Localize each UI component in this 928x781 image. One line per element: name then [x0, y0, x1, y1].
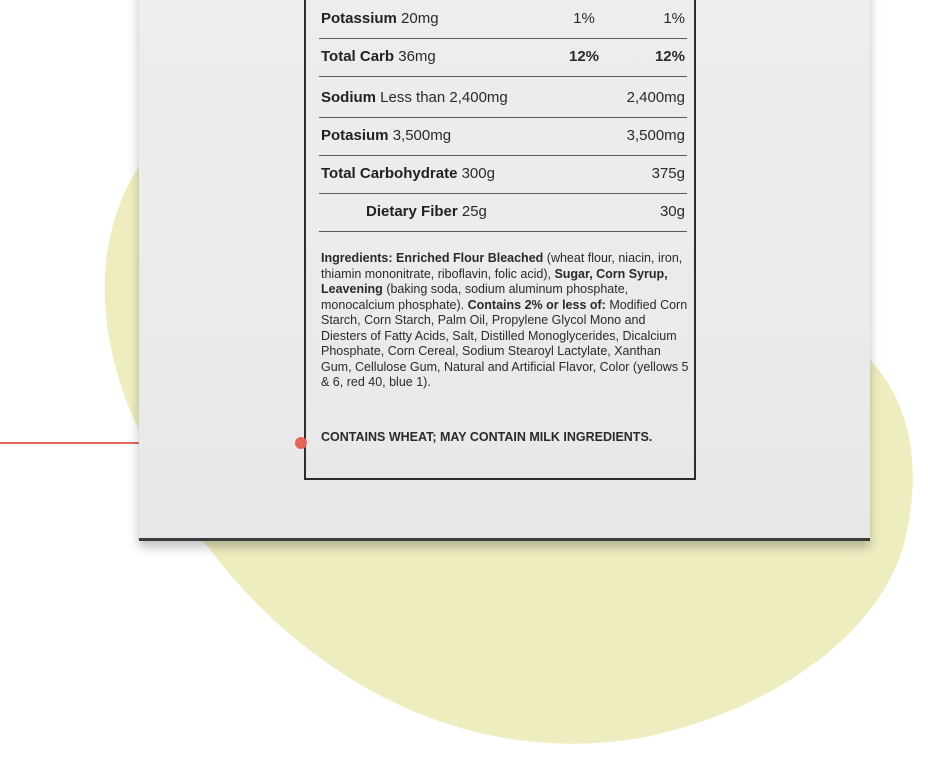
daily-value-2500: 375g: [651, 165, 685, 182]
nutrient-name: Total Carb: [321, 48, 395, 65]
ingredient-detail: (baking soda, sodium aluminum phosphate, monocalcium phosphate).: [321, 282, 629, 312]
nutrient-amount: 20mg: [401, 10, 439, 27]
ingredient-bold: Sugar, Corn Syrup, Leavening: [321, 266, 668, 296]
ingredients-label: Ingredients:: [321, 251, 393, 265]
daily-value-2000: 1%: [573, 10, 595, 27]
nutrient-row-potasium: [319, 117, 687, 156]
nutrient-amount: Less than 2,400mg: [380, 89, 508, 106]
ingredient-bold: Enriched Flour Bleached: [396, 251, 544, 265]
nutrient-name: Potasium: [321, 127, 389, 144]
daily-value-2500: 2,400mg: [626, 89, 685, 106]
ingredient-bold: Contains 2% or less of:: [467, 297, 606, 312]
nutrient-row-total-carb: [319, 38, 687, 77]
ingredient-detail: Modified Corn Starch, Corn Starch, Palm Oil, Propylene Glycol Mono and Diesters of Fatty Acids, Salt, Distilled Monoglycerides, Dicalcium Phosphate, Corn Cereal, Sodium Stearoyl Lactylate, Xanthan Gum, Cellulose Gum, Natural and Artificial Flavor, Color (yellows 5 & 6, red 40, blue 1).: [321, 297, 689, 389]
nutrition-label: [304, 0, 696, 480]
nutrient-name: Sodium: [321, 89, 376, 106]
daily-value-2000: 12%: [568, 48, 600, 65]
nutrient-row-potassium: [319, 0, 687, 39]
daily-value-2500: 1%: [663, 10, 685, 27]
nutrient-row-sodium: [319, 79, 687, 118]
daily-value-2500: 3,500mg: [626, 127, 685, 144]
nutrient-amount: 3,500mg: [392, 127, 452, 144]
daily-value-2500: 30g: [659, 203, 685, 220]
nutrient-row-dietary-fiber: [319, 193, 687, 232]
nutrient-name: Potassium: [321, 10, 397, 27]
ingredient-detail: (wheat flour, niacin, iron, thiamin mononitrate, riboflavin, folic acid),: [321, 251, 683, 281]
nutrient-amount: 25g: [461, 203, 487, 220]
nutrient-row-total-carbohydrate: [319, 155, 687, 194]
nutrient-amount: 36mg: [398, 48, 436, 65]
callout-dot: [295, 437, 307, 449]
allergen-warning: CONTAINS WHEAT; MAY CONTAIN MILK INGREDIENTS.: [321, 430, 653, 444]
nutrient-name: Dietary Fiber: [366, 203, 458, 220]
nutrient-amount: 300g: [461, 165, 495, 182]
daily-value-2500: 12%: [654, 48, 685, 65]
ingredients-text: [321, 251, 693, 391]
nutrient-name: Total Carbohydrate: [321, 165, 458, 182]
